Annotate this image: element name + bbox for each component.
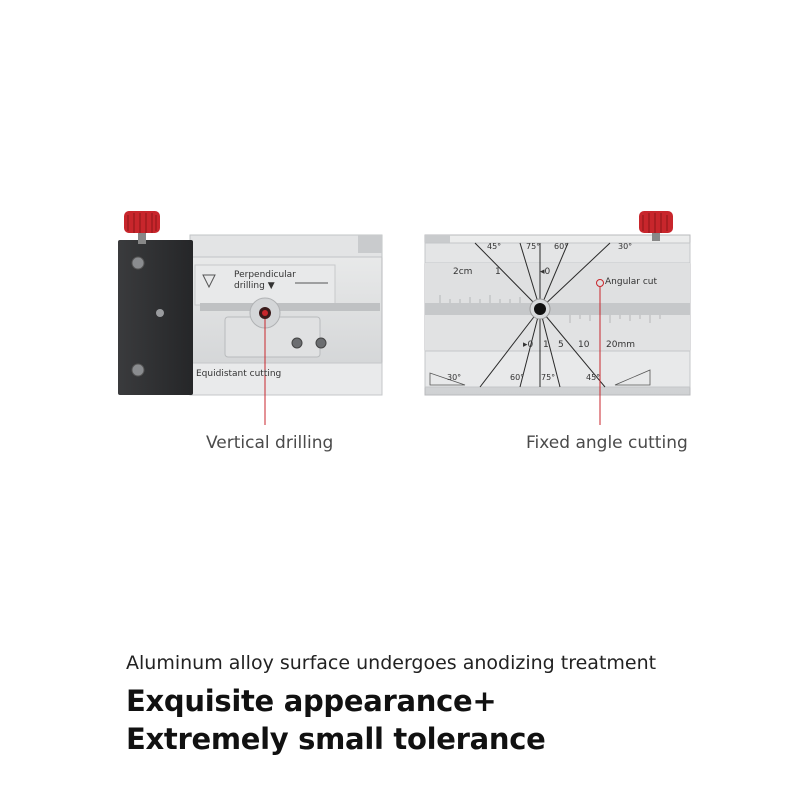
fixed-angle-cutting-caption: Fixed angle cutting xyxy=(526,433,688,453)
ruler-0-top-label: ◂0 xyxy=(540,267,551,277)
angle-top-45-label: 45° xyxy=(487,242,502,251)
angle-bottom-75-label: 75° xyxy=(541,373,556,382)
angle-bottom-30-label: 30° xyxy=(447,373,462,382)
ruler-20mm-label: 20mm xyxy=(606,340,635,350)
angle-bottom-60-label: 60° xyxy=(510,373,525,382)
ruler-1-bottom-label: 1 xyxy=(543,340,549,350)
headline-small-tolerance: Extremely small tolerance xyxy=(126,722,546,756)
vertical-drilling-caption: Vertical drilling xyxy=(206,433,334,453)
vertical-drilling-jig-image xyxy=(110,205,400,455)
equidistant-cutting-label: Equidistant cutting xyxy=(196,369,282,379)
angle-top-60-label: 60° xyxy=(554,242,569,251)
ruler-1-label: 1 xyxy=(495,267,501,277)
angle-bottom-45-label: 45° xyxy=(586,373,601,382)
drilling-label: drilling ▼ xyxy=(234,281,275,291)
anodizing-subtitle: Aluminum alloy surface undergoes anodizing treatment xyxy=(126,652,657,674)
headline-exquisite-appearance: Exquisite appearance+ xyxy=(126,684,497,718)
ruler-10-label: 10 xyxy=(578,340,590,350)
ruler-5-label: 5 xyxy=(558,340,564,350)
ruler-0-bottom-label: ▸0 xyxy=(523,340,534,350)
angle-top-75-label: 75° xyxy=(526,242,541,251)
angular-cut-label: Angular cut xyxy=(605,277,658,287)
perpendicular-label: Perpendicular xyxy=(234,270,296,280)
angle-top-30-label: 30° xyxy=(618,242,633,251)
ruler-2cm-label: 2cm xyxy=(453,267,473,277)
